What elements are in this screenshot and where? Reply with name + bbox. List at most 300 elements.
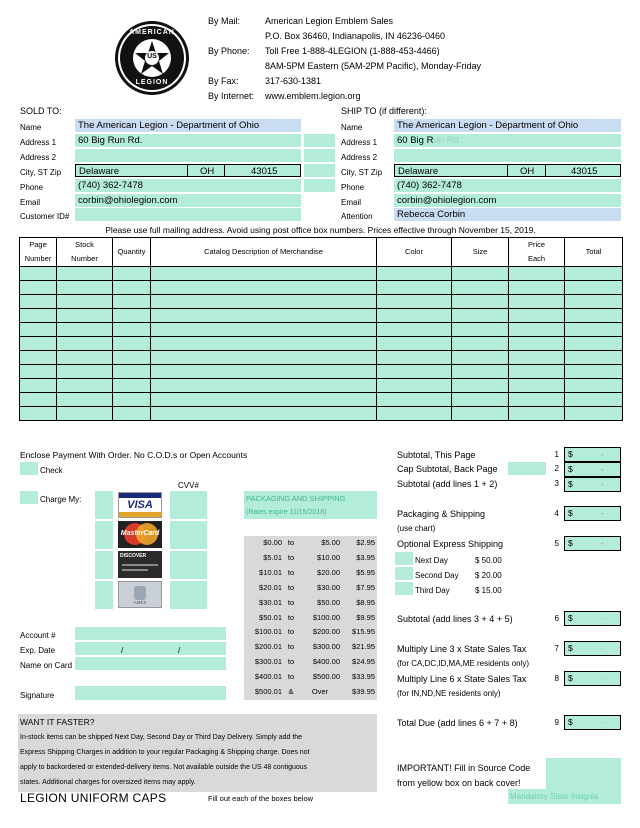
line-number: 6 [554, 614, 559, 623]
cap-subtotal-input[interactable] [508, 462, 546, 475]
item-cell[interactable] [565, 295, 623, 309]
shipping-to: Over [311, 687, 329, 697]
by-mail-label: By Mail: [208, 16, 241, 26]
item-cell[interactable] [113, 407, 151, 421]
item-cell[interactable] [377, 351, 452, 365]
sold-to-address2-field[interactable] [75, 149, 301, 162]
mandatory-state-insignia-label: Mandatory State Insignia [510, 792, 599, 801]
ship-to-address1-faint: un Rd. [433, 135, 462, 146]
item-cell[interactable] [509, 365, 565, 379]
item-cell[interactable] [57, 309, 113, 323]
table-row [20, 337, 623, 351]
item-cell[interactable] [20, 407, 57, 421]
signature-field[interactable] [75, 686, 226, 700]
column-header: Catalog Description of Merchandise [151, 238, 377, 267]
signature-label: Signature [20, 691, 55, 700]
item-cell[interactable] [509, 267, 565, 281]
item-cell[interactable] [509, 323, 565, 337]
by-fax-value: 317-630-1381 [265, 76, 322, 86]
item-cell[interactable] [151, 323, 377, 337]
shipping-chart-subtitle: (Rates expire 11/15/2018) [246, 509, 327, 516]
table-row [20, 379, 623, 393]
shipping-to-word: to [287, 552, 295, 562]
item-cell[interactable] [509, 309, 565, 323]
item-cell[interactable] [20, 379, 57, 393]
table-row [20, 323, 623, 337]
shipping-to-word: to [287, 597, 295, 607]
shipping-from: $400.01 [254, 672, 282, 682]
item-cell[interactable] [377, 337, 452, 351]
item-cell[interactable] [20, 309, 57, 323]
account-number-field[interactable] [75, 627, 226, 640]
item-cell[interactable] [565, 309, 623, 323]
shipping-from: $200.01 [254, 642, 282, 652]
sold-to-city-label: City, ST Zip [20, 168, 62, 177]
mastercard-icon [118, 521, 162, 548]
subtotal-345-label: Subtotal (add lines 3 + 4 + 5) [397, 614, 513, 624]
item-cell[interactable] [113, 281, 151, 295]
item-cell[interactable] [57, 295, 113, 309]
second-day-price: $ 20.00 [475, 571, 502, 580]
by-internet-label: By Internet: [208, 91, 255, 101]
shipping-rate-row [244, 596, 377, 611]
cap-subtotal-label: Cap Subtotal, Back Page [397, 464, 498, 474]
item-cell[interactable] [113, 309, 151, 323]
line-number: 9 [554, 718, 559, 727]
ship-to-address2-label: Address 2 [341, 153, 378, 162]
next-day-price: $ 50.00 [475, 556, 502, 565]
item-cell[interactable] [565, 351, 623, 365]
line9-total-box[interactable]: $ - [564, 715, 621, 730]
sold-to-address1-label: Address 1 [20, 138, 57, 147]
table-row [20, 407, 623, 421]
shipping-rate-row [244, 685, 377, 700]
shipping-rate-row [244, 655, 377, 670]
ship-to-state-field[interactable]: OH [508, 164, 546, 177]
shipping-to: $400.00 [312, 657, 340, 667]
mailing-notice: Please use full mailing address. Avoid using post office box numbers. Prices effective through November 15, 2019. [105, 225, 536, 235]
shipping-to-word: & [288, 687, 294, 697]
shipping-rate-row [244, 625, 377, 640]
shipping-to: $500.00 [312, 672, 340, 682]
shipping-chart-title: PACKAGING AND SHIPPING [246, 494, 346, 503]
ship-to-email-field[interactable]: corbin@ohiolegion.com [394, 194, 621, 207]
item-cell[interactable] [565, 365, 623, 379]
second-day-label: Second Day [415, 571, 459, 580]
want-it-faster-panel [18, 714, 377, 792]
sold-to-city-field[interactable]: Delaware [75, 164, 188, 177]
line-number: 3 [554, 479, 559, 488]
shipping-to-word: to [287, 627, 295, 637]
legion-uniform-caps-title: LEGION UNIFORM CAPS [20, 791, 167, 805]
shipping-price: $21.95 [352, 642, 375, 652]
ship-to-name-field[interactable]: The American Legion - Department of Ohio [394, 119, 621, 132]
use-chart-label: (use chart) [397, 524, 436, 533]
card-select-box[interactable] [95, 521, 113, 549]
gap-cell [304, 134, 335, 147]
logo-top-text: AMERICAN [129, 29, 175, 36]
item-cell[interactable] [377, 267, 452, 281]
table-row [20, 267, 623, 281]
item-cell[interactable] [509, 351, 565, 365]
shipping-from: $100.01 [254, 627, 282, 637]
shipping-chart-header [244, 491, 377, 519]
second-day-checkbox[interactable] [395, 567, 413, 580]
item-cell[interactable] [377, 393, 452, 407]
next-day-checkbox[interactable] [395, 552, 413, 565]
ship-to-phone-label: Phone [341, 183, 365, 192]
cvv-label: CVV# [178, 481, 199, 490]
shipping-price: $5.95 [356, 567, 375, 577]
item-cell[interactable] [151, 281, 377, 295]
shipping-price: $2.95 [356, 538, 375, 547]
item-cell[interactable] [151, 309, 377, 323]
subtotal-12-label: Subtotal (add lines 1 + 2) [397, 479, 498, 489]
sold-to-name-field[interactable]: The American Legion - Department of Ohio [75, 119, 301, 132]
shipping-to-word: to [287, 582, 295, 592]
cvv-box[interactable] [170, 581, 207, 609]
shipping-to: $200.00 [312, 627, 340, 637]
line7-total-box[interactable]: $ - [564, 641, 621, 656]
amex-text: AMEX [133, 600, 147, 605]
line-number: 1 [554, 450, 559, 459]
item-cell[interactable] [113, 393, 151, 407]
ship-to-email-label: Email [341, 198, 362, 207]
shipping-to-word: to [287, 657, 295, 667]
item-cell[interactable] [20, 365, 57, 379]
item-cell[interactable] [20, 281, 57, 295]
item-cell[interactable] [377, 407, 452, 421]
line1-total-box[interactable]: $ - [564, 447, 621, 462]
column-header: Price Each [509, 238, 565, 267]
by-mail-line1: American Legion Emblem Sales [265, 16, 394, 26]
column-header: Page Number [20, 238, 57, 267]
table-row [20, 393, 623, 407]
packaging-label: Packaging & Shipping [397, 509, 486, 519]
item-cell[interactable] [565, 407, 623, 421]
item-cell[interactable] [57, 407, 113, 421]
shipping-to-word: to [287, 567, 295, 577]
table-header-row [20, 238, 623, 267]
subtotal-page-label: Subtotal, This Page [397, 450, 476, 460]
sold-to-customer-id-label: Customer ID# [20, 212, 70, 221]
item-cell[interactable] [20, 351, 57, 365]
item-cell[interactable] [20, 295, 57, 309]
account-label: Account # [20, 631, 56, 640]
item-cell[interactable] [452, 309, 509, 323]
column-header: Total [565, 238, 623, 267]
shipping-price: $9.95 [356, 612, 375, 622]
shipping-rate-table [244, 536, 377, 700]
cvv-box[interactable] [170, 521, 207, 549]
line-number: 4 [554, 509, 559, 518]
next-day-label: Next Day [415, 556, 448, 565]
item-cell[interactable] [151, 365, 377, 379]
shipping-to: $300.00 [312, 642, 340, 652]
card-select-box[interactable] [95, 581, 113, 609]
card-select-box[interactable] [95, 551, 113, 579]
tax-3x-states: (for CA,DC,ID,MA,ME residents only) [397, 659, 530, 668]
item-cell[interactable] [509, 379, 565, 393]
item-cell[interactable] [57, 323, 113, 337]
item-cell[interactable] [113, 295, 151, 309]
check-label: Check [40, 466, 63, 475]
line4-total-box[interactable]: $ - [564, 506, 621, 521]
cvv-box[interactable] [170, 491, 207, 519]
column-header: Size [452, 238, 509, 267]
item-cell[interactable] [151, 407, 377, 421]
by-fax-label: By Fax: [208, 76, 239, 86]
shipping-from: $5.01 [263, 552, 282, 562]
by-mail-line2: P.O. Box 36460, Indianapolis, IN 46236-0460 [265, 31, 445, 41]
item-cell[interactable] [113, 337, 151, 351]
line-number: 8 [554, 674, 559, 683]
shipping-from: $500.01 [254, 687, 282, 697]
item-cell[interactable] [452, 379, 509, 393]
shipping-rate-row [244, 551, 377, 566]
important-line1: IMPORTANT! Fill in Source Code [397, 763, 531, 773]
by-internet-link[interactable]: www.emblem.legion.org [265, 91, 361, 101]
item-cell[interactable] [509, 295, 565, 309]
item-cell[interactable] [20, 323, 57, 337]
line5-total-box[interactable]: $ - [564, 536, 621, 551]
ship-to-address1-field[interactable] [394, 134, 621, 147]
important-line2: from yellow box on back cover! [397, 778, 521, 788]
ship-to-heading: SHIP TO (if different): [341, 106, 427, 116]
table-row [20, 365, 623, 379]
item-cell[interactable] [57, 351, 113, 365]
discover-card-icon [118, 551, 162, 578]
name-on-card-field[interactable] [75, 657, 226, 670]
item-cell[interactable] [151, 337, 377, 351]
column-header: Stock Number [57, 238, 113, 267]
item-cell[interactable] [151, 393, 377, 407]
table-row [20, 309, 623, 323]
item-cell[interactable] [20, 337, 57, 351]
shipping-from: $50.01 [259, 612, 282, 622]
item-cell[interactable] [151, 351, 377, 365]
third-day-checkbox[interactable] [395, 582, 413, 595]
mandatory-state-insignia-field[interactable] [508, 789, 621, 804]
exp-date-separator: / [178, 646, 181, 655]
item-cell[interactable] [377, 323, 452, 337]
shipping-to-word: to [287, 612, 295, 622]
check-box[interactable] [20, 462, 38, 475]
shipping-rate-row [244, 640, 377, 655]
item-cell[interactable] [565, 393, 623, 407]
tax-3x-label: Multiply Line 3 x State Sales Tax [397, 644, 527, 654]
payment-heading: Enclose Payment With Order. No C.O.D.s or Open Accounts [20, 450, 248, 460]
ship-to-phone-field[interactable]: (740) 362-7478 [394, 179, 621, 192]
cvv-box[interactable] [170, 551, 207, 579]
item-cell[interactable] [452, 351, 509, 365]
sold-to-email-label: Email [20, 198, 41, 207]
item-cell[interactable] [151, 379, 377, 393]
item-cell[interactable] [151, 267, 377, 281]
ship-to-zip-field[interactable]: 43015 [546, 164, 621, 177]
sold-to-state-field[interactable]: OH [188, 164, 225, 177]
third-day-price: $ 15.00 [475, 586, 502, 595]
by-phone-line2: 8AM-5PM Eastern (5AM-2PM Pacific), Monday-Friday [265, 61, 482, 71]
item-cell[interactable] [113, 323, 151, 337]
item-cell[interactable] [565, 281, 623, 295]
table-row [20, 351, 623, 365]
card-select-box[interactable] [95, 491, 113, 519]
shipping-to: $30.00 [317, 582, 340, 592]
shipping-rate-row [244, 566, 377, 581]
visa-card-icon [118, 492, 162, 518]
ship-to-city-label: City, ST Zip [341, 168, 383, 177]
item-cell[interactable] [509, 337, 565, 351]
gap-cell [304, 164, 335, 177]
shipping-to-word: to [287, 538, 295, 547]
sold-to-heading: SOLD TO: [20, 106, 62, 116]
item-cell[interactable] [565, 379, 623, 393]
shipping-from: $10.01 [259, 567, 282, 577]
shipping-from: $0.00 [263, 538, 282, 547]
amex-card-icon [118, 581, 162, 608]
by-phone-label: By Phone: [208, 46, 250, 56]
item-cell[interactable] [452, 407, 509, 421]
exp-date-label: Exp. Date [20, 646, 56, 655]
item-cell[interactable] [377, 309, 452, 323]
item-cell[interactable] [565, 337, 623, 351]
shipping-to: $20.00 [317, 567, 340, 577]
shipping-price: $24.95 [352, 657, 375, 667]
shipping-from: $30.01 [259, 597, 282, 607]
item-cell[interactable] [565, 323, 623, 337]
item-cell[interactable] [151, 295, 377, 309]
tax-6x-states: (for IN,ND,NE residents only) [397, 689, 501, 698]
item-cell[interactable] [452, 267, 509, 281]
ship-to-city-field[interactable]: Delaware [394, 164, 508, 177]
order-items-table [19, 237, 623, 421]
ship-to-attention-field[interactable]: Rebecca Corbin [394, 208, 621, 221]
ship-to-address1-label: Address 1 [341, 138, 378, 147]
shipping-to: $100.00 [312, 612, 340, 622]
item-cell[interactable] [509, 407, 565, 421]
charge-label: Charge My: [40, 495, 82, 504]
shipping-to: $10.00 [317, 552, 340, 562]
exp-date-field[interactable] [75, 642, 226, 655]
item-cell[interactable] [113, 365, 151, 379]
shipping-price: $33.95 [352, 672, 375, 682]
exp-date-separator: / [121, 646, 124, 655]
item-cell[interactable] [377, 365, 452, 379]
tax-6x-label: Multiply Line 6 x State Sales Tax [397, 674, 527, 684]
ship-to-address2-field[interactable] [394, 149, 621, 162]
sold-to-email-field[interactable]: corbin@ohiolegion.com [75, 194, 301, 207]
name-on-card-label: Name on Card [20, 661, 73, 670]
sold-to-customer-id-field[interactable] [75, 208, 301, 221]
shipping-to-word: to [287, 642, 295, 652]
line6-total-box[interactable]: $ - [564, 611, 621, 626]
mastercard-text: MasterCard [120, 530, 160, 537]
item-cell[interactable] [377, 295, 452, 309]
item-cell[interactable] [452, 365, 509, 379]
want-it-faster-line: states. Additional charges for oversized items may apply. [20, 779, 196, 786]
column-header: Color [377, 238, 452, 267]
item-cell[interactable] [452, 337, 509, 351]
ship-to-attention-label: Attention [341, 212, 373, 221]
fill-out-instructions: Fill out each of the boxes below [208, 794, 314, 803]
item-cell[interactable] [113, 351, 151, 365]
shipping-price: $8.95 [356, 597, 375, 607]
item-cell[interactable] [57, 267, 113, 281]
sold-to-phone-field[interactable]: (740) 362-7478 [75, 179, 301, 192]
optional-express-label: Optional Express Shipping [397, 539, 504, 549]
charge-box[interactable] [20, 491, 38, 504]
want-it-faster-line: In-stock items can be shipped Next Day, Second Day or Third Day Delivery. Simply add the [20, 734, 303, 741]
item-cell[interactable] [57, 379, 113, 393]
item-cell[interactable] [509, 393, 565, 407]
shipping-price: $7.95 [356, 582, 375, 592]
line2-total-box[interactable]: $ - [564, 462, 621, 477]
item-cell[interactable] [377, 281, 452, 295]
ship-to-address1-main: 60 Big R [397, 135, 434, 146]
item-cell[interactable] [377, 379, 452, 393]
column-header: Quantity [113, 238, 151, 267]
sold-to-name-label: Name [20, 123, 42, 132]
shipping-rate-row [244, 611, 377, 626]
line3-total-box[interactable]: $ - [564, 477, 621, 492]
discover-text: DISCOVER [120, 553, 147, 559]
item-cell[interactable] [57, 281, 113, 295]
shipping-to-word: to [287, 672, 295, 682]
line-number: 7 [554, 644, 559, 653]
item-cell[interactable] [565, 267, 623, 281]
table-row [20, 295, 623, 309]
item-cell[interactable] [452, 281, 509, 295]
shipping-rate-row [244, 536, 377, 551]
american-legion-logo [114, 20, 190, 96]
by-phone-line1: Toll Free 1-888-4LEGION (1-888-453-4466) [265, 46, 440, 56]
item-cell[interactable] [113, 267, 151, 281]
item-cell[interactable] [20, 267, 57, 281]
item-cell[interactable] [57, 365, 113, 379]
item-cell[interactable] [57, 337, 113, 351]
gap-cell [304, 179, 335, 192]
item-cell[interactable] [452, 323, 509, 337]
shipping-price: $15.95 [352, 627, 375, 637]
line8-total-box[interactable]: $ - [564, 671, 621, 686]
total-due-label: Total Due (add lines 6 + 7 + 8) [397, 718, 518, 728]
item-cell[interactable] [113, 379, 151, 393]
want-it-faster-line: apply to backordered or extended-delivery items. Not available outside the US 48 contiguous [20, 764, 308, 771]
shipping-from: $300.01 [254, 657, 282, 667]
want-it-faster-heading: WANT IT FASTER? [20, 717, 95, 727]
table-row [20, 281, 623, 295]
source-code-field[interactable] [546, 758, 621, 789]
third-day-label: Third Day [415, 586, 450, 595]
item-cell[interactable] [452, 393, 509, 407]
sold-to-address1-field[interactable]: 60 Big Run Rd. [75, 134, 301, 147]
item-cell[interactable] [57, 393, 113, 407]
logo-bottom-text: LEGION [135, 79, 169, 86]
sold-to-phone-label: Phone [20, 183, 44, 192]
item-cell[interactable] [452, 295, 509, 309]
ship-to-name-label: Name [341, 123, 363, 132]
sold-to-zip-field[interactable]: 43015 [225, 164, 301, 177]
item-cell[interactable] [20, 393, 57, 407]
visa-text: VISA [127, 499, 153, 511]
shipping-rate-row [244, 670, 377, 685]
item-cell[interactable] [509, 281, 565, 295]
line-number: 2 [554, 464, 559, 473]
shipping-to: $5.00 [321, 538, 340, 547]
line-number: 5 [554, 539, 559, 548]
shipping-to: $50.00 [317, 597, 340, 607]
